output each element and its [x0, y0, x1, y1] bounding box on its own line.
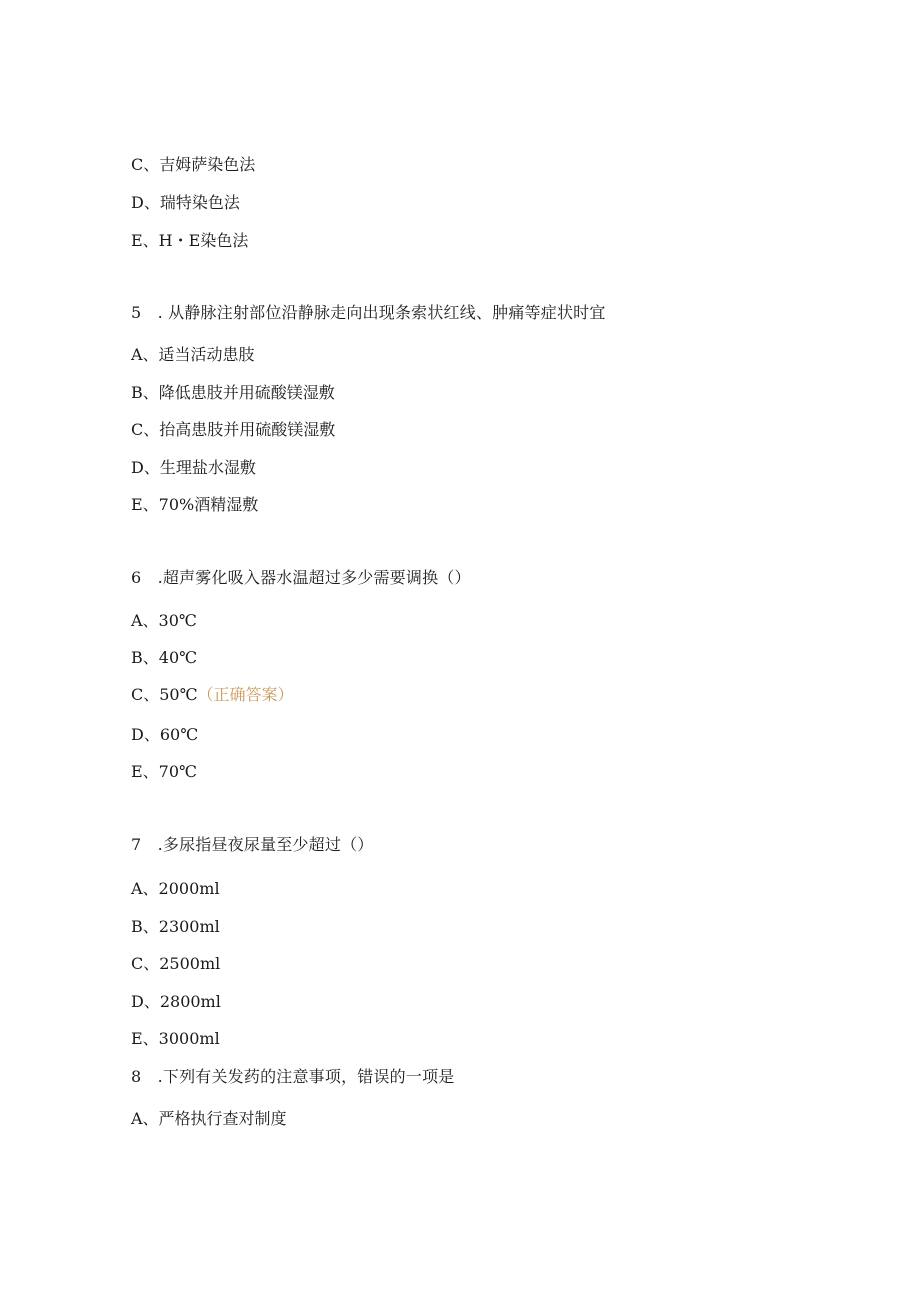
- question-7-option-b: B、2300ml: [131, 917, 220, 936]
- question-5-option-c: C、抬高患肢并用硫酸镁湿敷: [131, 420, 336, 439]
- option-d-prev: D、瑞特染色法: [131, 193, 240, 212]
- question-8-stem: 8 .下列有关发药的注意事项，错误的一项是: [131, 1067, 455, 1086]
- question-5-option-e: E、70%酒精湿敷: [131, 495, 259, 514]
- option-c-prev: C、吉姆萨染色法: [131, 155, 256, 174]
- question-6-option-b: B、40℃: [131, 648, 198, 667]
- question-7-option-e: E、3000ml: [131, 1029, 220, 1048]
- question-7-option-c: C、2500ml: [131, 954, 221, 973]
- question-6-option-c-label: C、50℃: [131, 685, 198, 704]
- correct-answer-note: （正确答案）: [197, 685, 294, 704]
- question-7-option-d: D、2800ml: [131, 992, 221, 1011]
- question-6-option-a: A、30℃: [131, 611, 197, 630]
- question-6-option-d: D、60℃: [131, 725, 199, 744]
- question-5-option-a: A、适当活动患肢: [131, 345, 255, 364]
- question-8-option-a: A、严格执行查对制度: [131, 1109, 287, 1128]
- question-7-stem: 7 .多尿指昼夜尿量至少超过（）: [131, 835, 374, 854]
- question-6-option-e: E、70℃: [131, 762, 197, 781]
- question-5-stem: 5 . 从静脉注射部位沿静脉走向出现条索状红线、肿痛等症状时宜: [131, 303, 606, 322]
- question-5-option-b: B、降低患肢并用硫酸镁湿敷: [131, 383, 335, 402]
- question-6-stem: 6 .超声雾化吸入器水温超过多少需要调换（）: [131, 568, 471, 587]
- question-6-option-c: [131, 684, 294, 706]
- question-7-option-a: A、2000ml: [131, 879, 220, 898]
- option-e-prev: E、H・E染色法: [131, 231, 249, 250]
- question-5-option-d: D、生理盐水湿敷: [131, 458, 256, 477]
